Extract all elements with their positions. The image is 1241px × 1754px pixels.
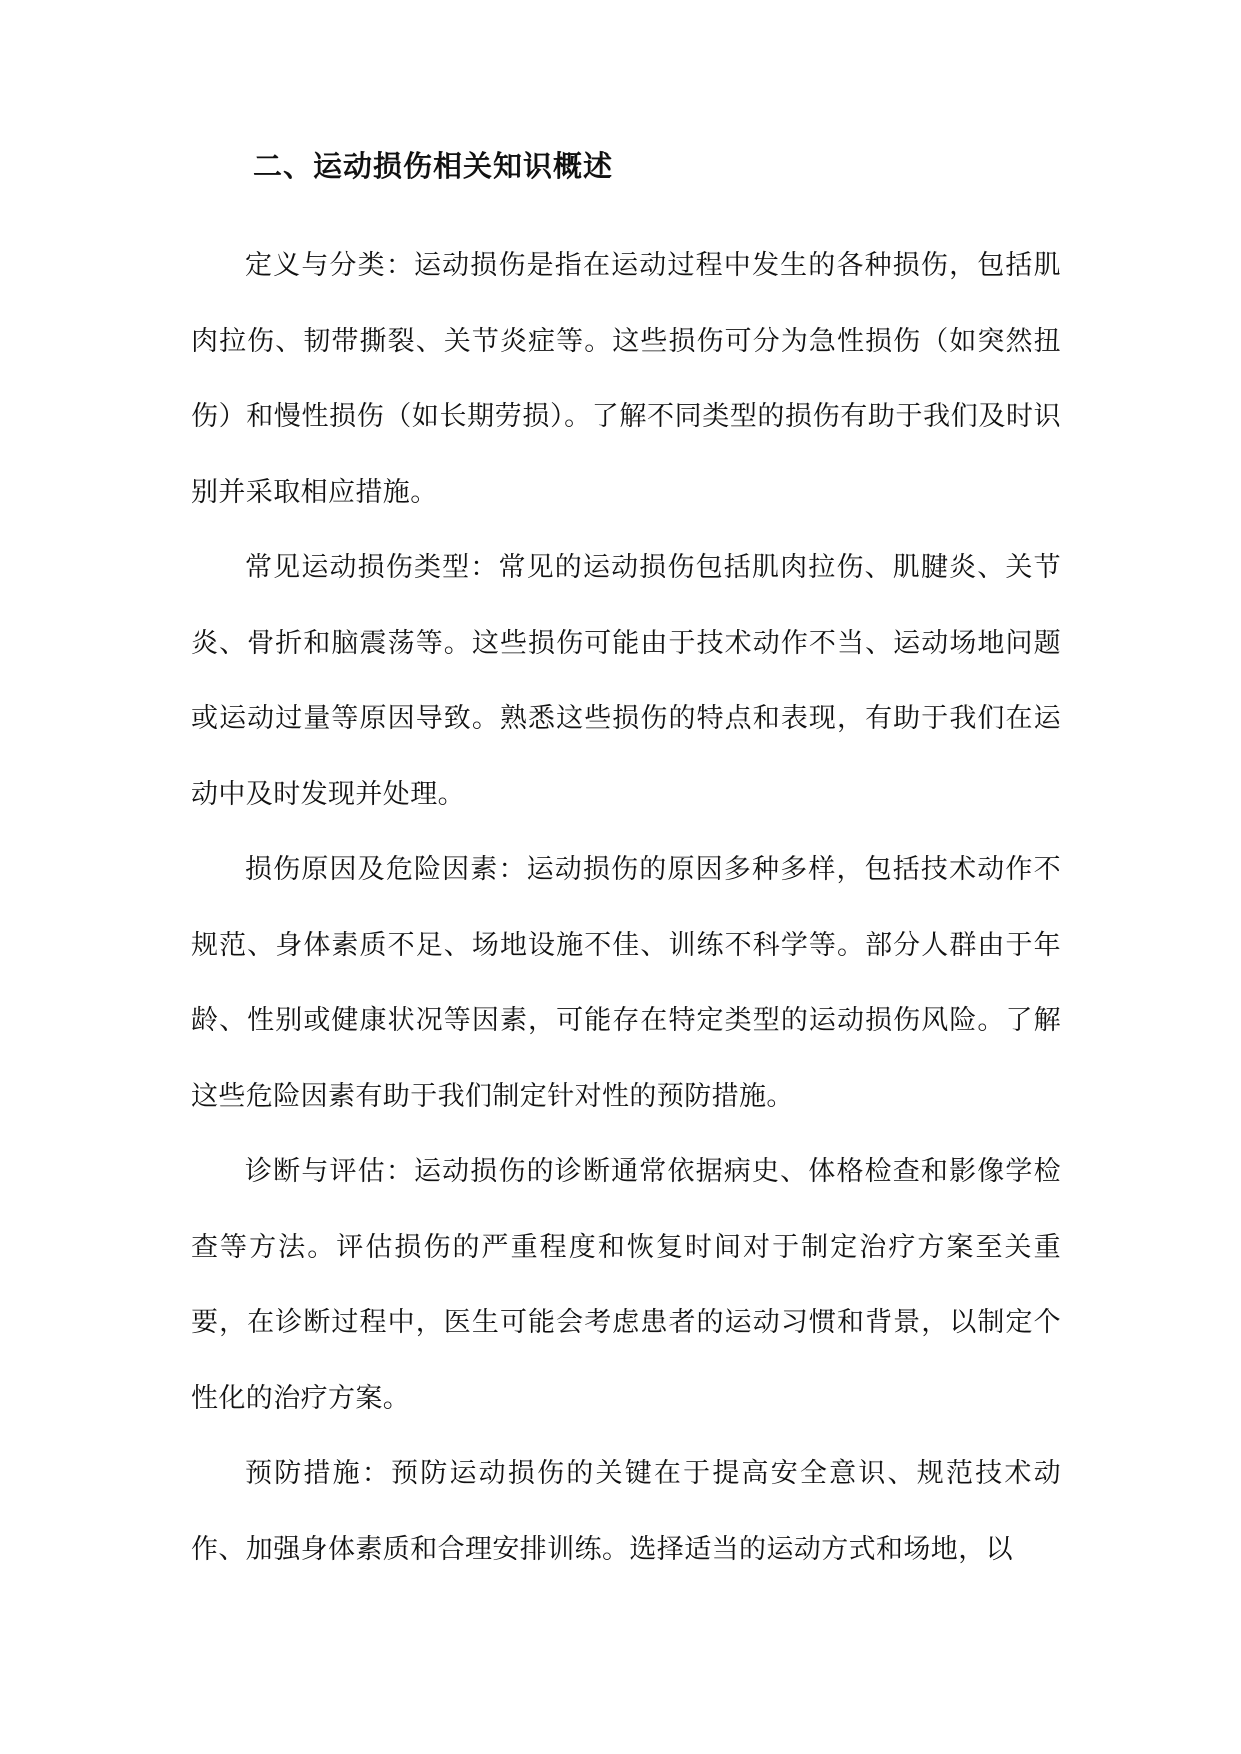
paragraph-prevention: 预防措施：预防运动损伤的关键在于提高安全意识、规范技术动作、加强身体素质和合理安排训练。选择适当的运动方式和场地，以	[191, 1458, 1061, 1565]
section-heading: 二、运动损伤相关知识概述	[253, 149, 614, 183]
paragraph-diagnosis: 诊断与评估：运动损伤的诊断通常依据病史、体格检查和影像学检查等方法。评估损伤的严重程度和恢复时间对于制定治疗方案至关重要，在诊断过程中，医生可能会考虑患者的运动习惯和背景，以制定个性化的治疗方案。	[191, 1156, 1061, 1414]
paragraph-causes-risks: 损伤原因及危险因素：运动损伤的原因多种多样，包括技术动作不规范、身体素质不足、场地设施不佳、训练不科学等。部分人群由于年龄、性别或健康状况等因素，可能存在特定类型的运动损伤风险。了解这些危险因素有助于我们制定针对性的预防措施。	[191, 854, 1061, 1112]
paragraph-definition: 定义与分类：运动损伤是指在运动过程中发生的各种损伤，包括肌肉拉伤、韧带撕裂、关节炎症等。这些损伤可分为急性损伤（如突然扭伤）和慢性损伤（如长期劳损）。了解不同类型的损伤有助于我们及时识别并采取相应措施。	[191, 250, 1061, 508]
body-text	[191, 228, 1061, 1587]
paragraph-common-types: 常见运动损伤类型：常见的运动损伤包括肌肉拉伤、肌腱炎、关节炎、骨折和脑震荡等。这些损伤可能由于技术动作不当、运动场地问题或运动过量等原因导致。熟悉这些损伤的特点和表现，有助于我们在运动中及时发现并处理。	[191, 552, 1061, 810]
